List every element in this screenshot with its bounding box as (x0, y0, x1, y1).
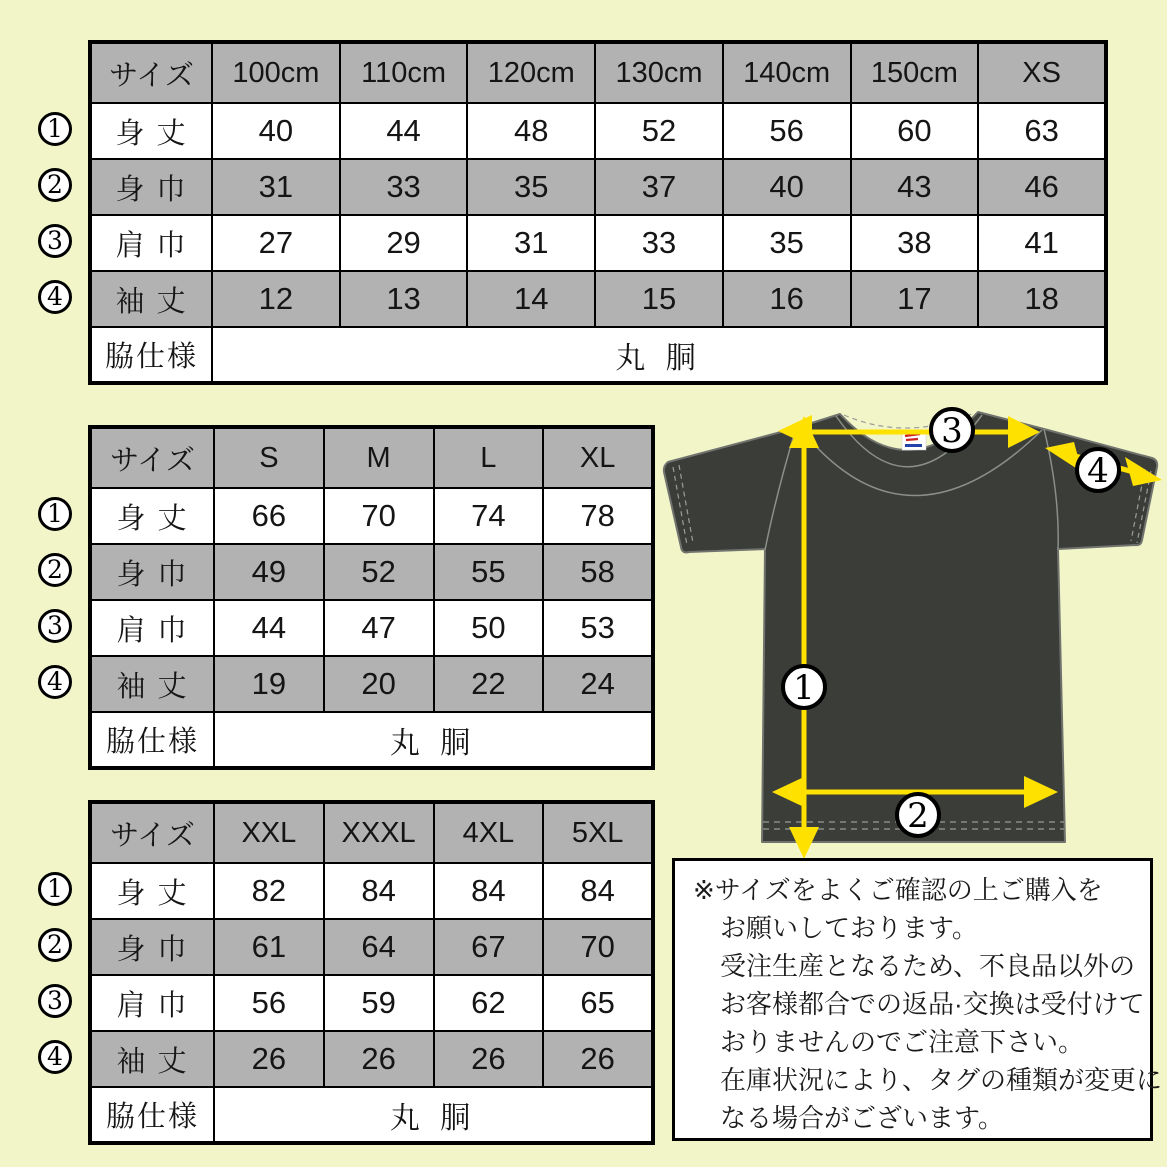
value-cell: 40 (723, 159, 851, 215)
row-marker-1: 1 (38, 872, 72, 906)
footer-value-cell: 丸 胴 (212, 327, 1106, 383)
value-cell: 60 (851, 103, 979, 159)
value-cell: 13 (340, 271, 468, 327)
value-cell: 56 (214, 975, 324, 1031)
row-marker-3: 3 (38, 609, 72, 643)
row-label-cell: 身 巾 (90, 159, 212, 215)
notice-line: 受注生産となるため、不良品以外の (720, 951, 1135, 981)
value-cell: 50 (434, 600, 544, 656)
header-cell: 110cm (340, 42, 468, 103)
value-cell: 63 (978, 103, 1106, 159)
footer-label-cell: 脇仕様 (90, 1087, 214, 1143)
value-cell: 35 (467, 159, 595, 215)
row-marker-1: 1 (38, 497, 72, 531)
notice-line: 在庫状況により、タグの種類が変更に (720, 1065, 1163, 1095)
value-cell: 26 (324, 1031, 434, 1087)
value-cell: 26 (543, 1031, 653, 1087)
value-cell: 64 (324, 919, 434, 975)
row-marker-4: 4 (38, 665, 72, 699)
measure-marker-2 (897, 794, 939, 836)
footer-value-cell: 丸 胴 (214, 1087, 653, 1143)
tshirt-diagram (660, 400, 1165, 865)
size-chart-plus (88, 800, 655, 1145)
value-cell: 16 (723, 271, 851, 327)
header-cell: L (434, 427, 544, 488)
size-chart-adult (88, 425, 655, 770)
header-cell: 140cm (723, 42, 851, 103)
row-label-cell: 肩 巾 (90, 600, 214, 656)
size-table (88, 425, 655, 770)
header-cell: 150cm (851, 42, 979, 103)
row-marker-2: 2 (38, 553, 72, 587)
value-cell: 18 (978, 271, 1106, 327)
value-cell: 40 (212, 103, 340, 159)
row-marker-4: 4 (38, 1040, 72, 1074)
measure-marker-1 (783, 666, 825, 708)
value-cell: 44 (340, 103, 468, 159)
value-cell: 74 (434, 488, 544, 544)
value-cell: 58 (543, 544, 653, 600)
row-marker-4: 4 (38, 280, 72, 314)
row-marker-1: 1 (38, 112, 72, 146)
footer-label-cell: 脇仕様 (90, 327, 212, 383)
value-cell: 47 (324, 600, 434, 656)
value-cell: 26 (214, 1031, 324, 1087)
value-cell: 44 (214, 600, 324, 656)
row-label-cell: 身 巾 (90, 544, 214, 600)
value-cell: 33 (595, 215, 723, 271)
row-marker-2: 2 (38, 928, 72, 962)
value-cell: 59 (324, 975, 434, 1031)
value-cell: 55 (434, 544, 544, 600)
value-cell: 82 (214, 863, 324, 919)
footer-label-cell: 脇仕様 (90, 712, 214, 768)
header-cell: 130cm (595, 42, 723, 103)
row-marker-2: 2 (38, 168, 72, 202)
value-cell: 22 (434, 656, 544, 712)
value-cell: 31 (467, 215, 595, 271)
value-cell: 27 (212, 215, 340, 271)
value-cell: 37 (595, 159, 723, 215)
value-cell: 48 (467, 103, 595, 159)
value-cell: 84 (543, 863, 653, 919)
value-cell: 53 (543, 600, 653, 656)
header-cell: XXXL (324, 802, 434, 863)
value-cell: 14 (467, 271, 595, 327)
measure-marker-3 (931, 409, 973, 451)
header-cell: 100cm (212, 42, 340, 103)
svg-text:1: 1 (793, 668, 815, 708)
svg-text:3: 3 (941, 411, 963, 451)
notice-line: ※サイズをよくご確認の上ご購入を (693, 875, 1103, 905)
value-cell: 67 (434, 919, 544, 975)
value-cell: 70 (324, 488, 434, 544)
row-label-cell: 身 丈 (90, 863, 214, 919)
footer-value-cell: 丸 胴 (214, 712, 653, 768)
header-cell: サイズ (90, 427, 214, 488)
svg-text:2: 2 (907, 796, 929, 836)
header-cell: 120cm (467, 42, 595, 103)
value-cell: 19 (214, 656, 324, 712)
value-cell: 26 (434, 1031, 544, 1087)
notice-line: おりませんのでご注意下さい。 (720, 1027, 1085, 1057)
row-label-cell: 身 丈 (90, 103, 212, 159)
value-cell: 56 (723, 103, 851, 159)
value-cell: 65 (543, 975, 653, 1031)
value-cell: 84 (434, 863, 544, 919)
value-cell: 29 (340, 215, 468, 271)
row-label-cell: 肩 巾 (90, 215, 212, 271)
notice-line: お客様都合での返品·交換は受付けて (720, 989, 1145, 1019)
value-cell: 52 (324, 544, 434, 600)
value-cell: 17 (851, 271, 979, 327)
row-label-cell: 身 丈 (90, 488, 214, 544)
size-chart-kids (88, 40, 1108, 385)
row-label-cell: 袖 丈 (90, 656, 214, 712)
row-marker-3: 3 (38, 224, 72, 258)
value-cell: 43 (851, 159, 979, 215)
notice-line: お願いしております。 (720, 913, 978, 943)
row-label-cell: 肩 巾 (90, 975, 214, 1031)
value-cell: 61 (214, 919, 324, 975)
header-cell: 4XL (434, 802, 544, 863)
value-cell: 66 (214, 488, 324, 544)
value-cell: 70 (543, 919, 653, 975)
header-cell: 5XL (543, 802, 653, 863)
header-cell: サイズ (90, 802, 214, 863)
size-table (88, 40, 1108, 385)
row-marker-3: 3 (38, 984, 72, 1018)
row-label-cell: 袖 丈 (90, 1031, 214, 1087)
value-cell: 78 (543, 488, 653, 544)
value-cell: 24 (543, 656, 653, 712)
value-cell: 12 (212, 271, 340, 327)
value-cell: 52 (595, 103, 723, 159)
value-cell: 33 (340, 159, 468, 215)
header-cell: M (324, 427, 434, 488)
value-cell: 15 (595, 271, 723, 327)
value-cell: 84 (324, 863, 434, 919)
row-label-cell: 袖 丈 (90, 271, 212, 327)
header-cell: XXL (214, 802, 324, 863)
svg-text:4: 4 (1087, 451, 1109, 491)
size-table (88, 800, 655, 1145)
header-cell: サイズ (90, 42, 212, 103)
value-cell: 35 (723, 215, 851, 271)
value-cell: 31 (212, 159, 340, 215)
value-cell: 46 (978, 159, 1106, 215)
header-cell: XS (978, 42, 1106, 103)
value-cell: 62 (434, 975, 544, 1031)
header-cell: S (214, 427, 324, 488)
value-cell: 20 (324, 656, 434, 712)
value-cell: 41 (978, 215, 1106, 271)
header-cell: XL (543, 427, 653, 488)
value-cell: 49 (214, 544, 324, 600)
purchase-notice-box (672, 858, 1163, 1141)
value-cell: 38 (851, 215, 979, 271)
measure-marker-4 (1077, 449, 1119, 491)
row-label-cell: 身 巾 (90, 919, 214, 975)
notice-line: なる場合がございます。 (720, 1103, 1004, 1133)
